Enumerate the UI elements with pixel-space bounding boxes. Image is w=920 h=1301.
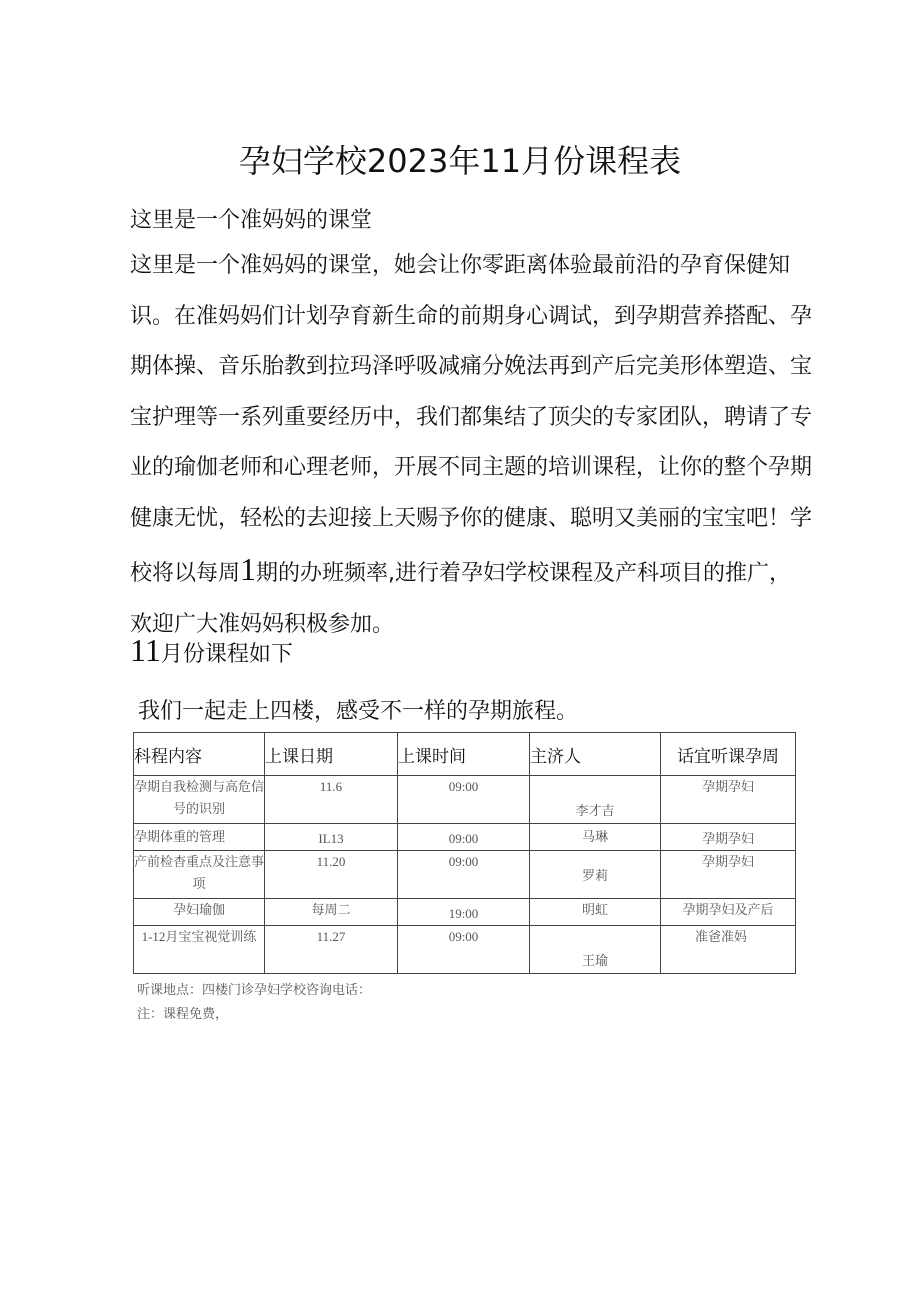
page-title: 孕妇学校2023年11月份课程表 <box>238 142 682 180</box>
cell-host-text: 李才吉 <box>575 803 615 818</box>
cell-date <box>265 824 398 851</box>
course-schedule-table <box>133 732 796 974</box>
table-row <box>134 899 796 926</box>
table-row <box>134 776 796 824</box>
cell-host-text: 马琳 <box>581 829 608 844</box>
note-fee: 注：课程免费， <box>137 1006 229 1021</box>
cell-host <box>530 776 661 824</box>
table-row <box>134 851 796 899</box>
section-heading-month: 11 <box>130 632 161 668</box>
table-row <box>134 824 796 851</box>
cell-topic: 1-12月宝宝视觉训练 <box>134 926 265 974</box>
header-time: 上课时间 <box>398 733 530 776</box>
section-heading-text: 月份课程如下 <box>160 642 293 667</box>
cell-audience: 孕期孕妇 <box>661 851 796 899</box>
intro-paragraph <box>130 241 812 650</box>
cell-host <box>530 851 661 899</box>
cell-date: 11.6 <box>265 776 398 824</box>
cell-topic: 孕期自我检测与高危信号的识别 <box>134 776 265 824</box>
cell-audience: 准爸准妈 <box>661 926 796 974</box>
cell-host-text: 罗莉 <box>581 868 608 883</box>
intro-subtitle: 这里是一个准妈妈的课堂 <box>130 208 373 233</box>
cell-time-text: 19:00 <box>448 906 479 921</box>
cell-time <box>398 899 530 926</box>
cell-audience <box>661 824 796 851</box>
intro-text-part-2: 期的办班频率,进行着孕妇学校课程及产科项目的推广，欢迎广大准妈妈积极参加。 <box>130 561 792 637</box>
section-heading <box>130 632 293 669</box>
header-host: 主济人 <box>530 733 661 776</box>
cell-host-text: 王瑜 <box>581 953 608 968</box>
cell-time <box>398 824 530 851</box>
weekly-frequency-number: 1 <box>240 551 257 587</box>
header-topic: 科程内容 <box>134 733 265 776</box>
cell-host <box>530 824 661 851</box>
cell-date: 11.27 <box>265 926 398 974</box>
cell-date: 11.20 <box>265 851 398 899</box>
cell-date-text: IL13 <box>318 831 344 846</box>
cell-host: 明虹 <box>530 899 661 926</box>
cell-date: 每周二 <box>265 899 398 926</box>
cell-time: 09:00 <box>398 926 530 974</box>
invite-text: 我们一起走上四楼，感受不一样的孕期旅程。 <box>138 699 579 724</box>
cell-time-text: 09:00 <box>448 831 479 846</box>
cell-topic: 孕妇瑜伽 <box>134 899 265 926</box>
table-header-row <box>134 733 796 776</box>
cell-audience-text: 孕期孕妇 <box>701 831 754 846</box>
note-location: 听课地点：四楼门诊孕妇学校咨询电话： <box>137 982 372 997</box>
header-audience: 话宜听课孕周 <box>661 733 796 776</box>
header-date: 上课日期 <box>265 733 398 776</box>
cell-time: 09:00 <box>398 851 530 899</box>
cell-time: 09:00 <box>398 776 530 824</box>
notes-block <box>137 978 371 1026</box>
table-row <box>134 926 796 974</box>
cell-topic-text: 孕期体重的管理 <box>134 829 226 844</box>
cell-topic: 产前检杳重点及注意事项 <box>134 851 265 899</box>
cell-host <box>530 926 661 974</box>
cell-topic <box>134 824 265 851</box>
cell-audience: 孕期孕妇及产后 <box>661 899 796 926</box>
intro-text-part-1: 这里是一个准妈妈的课堂，她会让你零距离体验最前沿的孕育保健知识。在准妈妈们计划孕育新生命的前期身心调试，到孕期营养搭配、孕期体操、音乐胎教到拉玛泽呼吸减痛分娩法再到产后完美形体塑造、宝宝护理等一系列重要经历中，我们都集结了顶尖的专家团队，聘请了专业的瑜伽老师和心理老师，开展不同主题的培训课程，让你的整个孕期健康无忧，轻松的去迎接上天赐予你的健康、聪明又美丽的宝宝吧！学校将以每周 <box>130 253 813 586</box>
cell-audience: 孕期孕妇 <box>661 776 796 824</box>
